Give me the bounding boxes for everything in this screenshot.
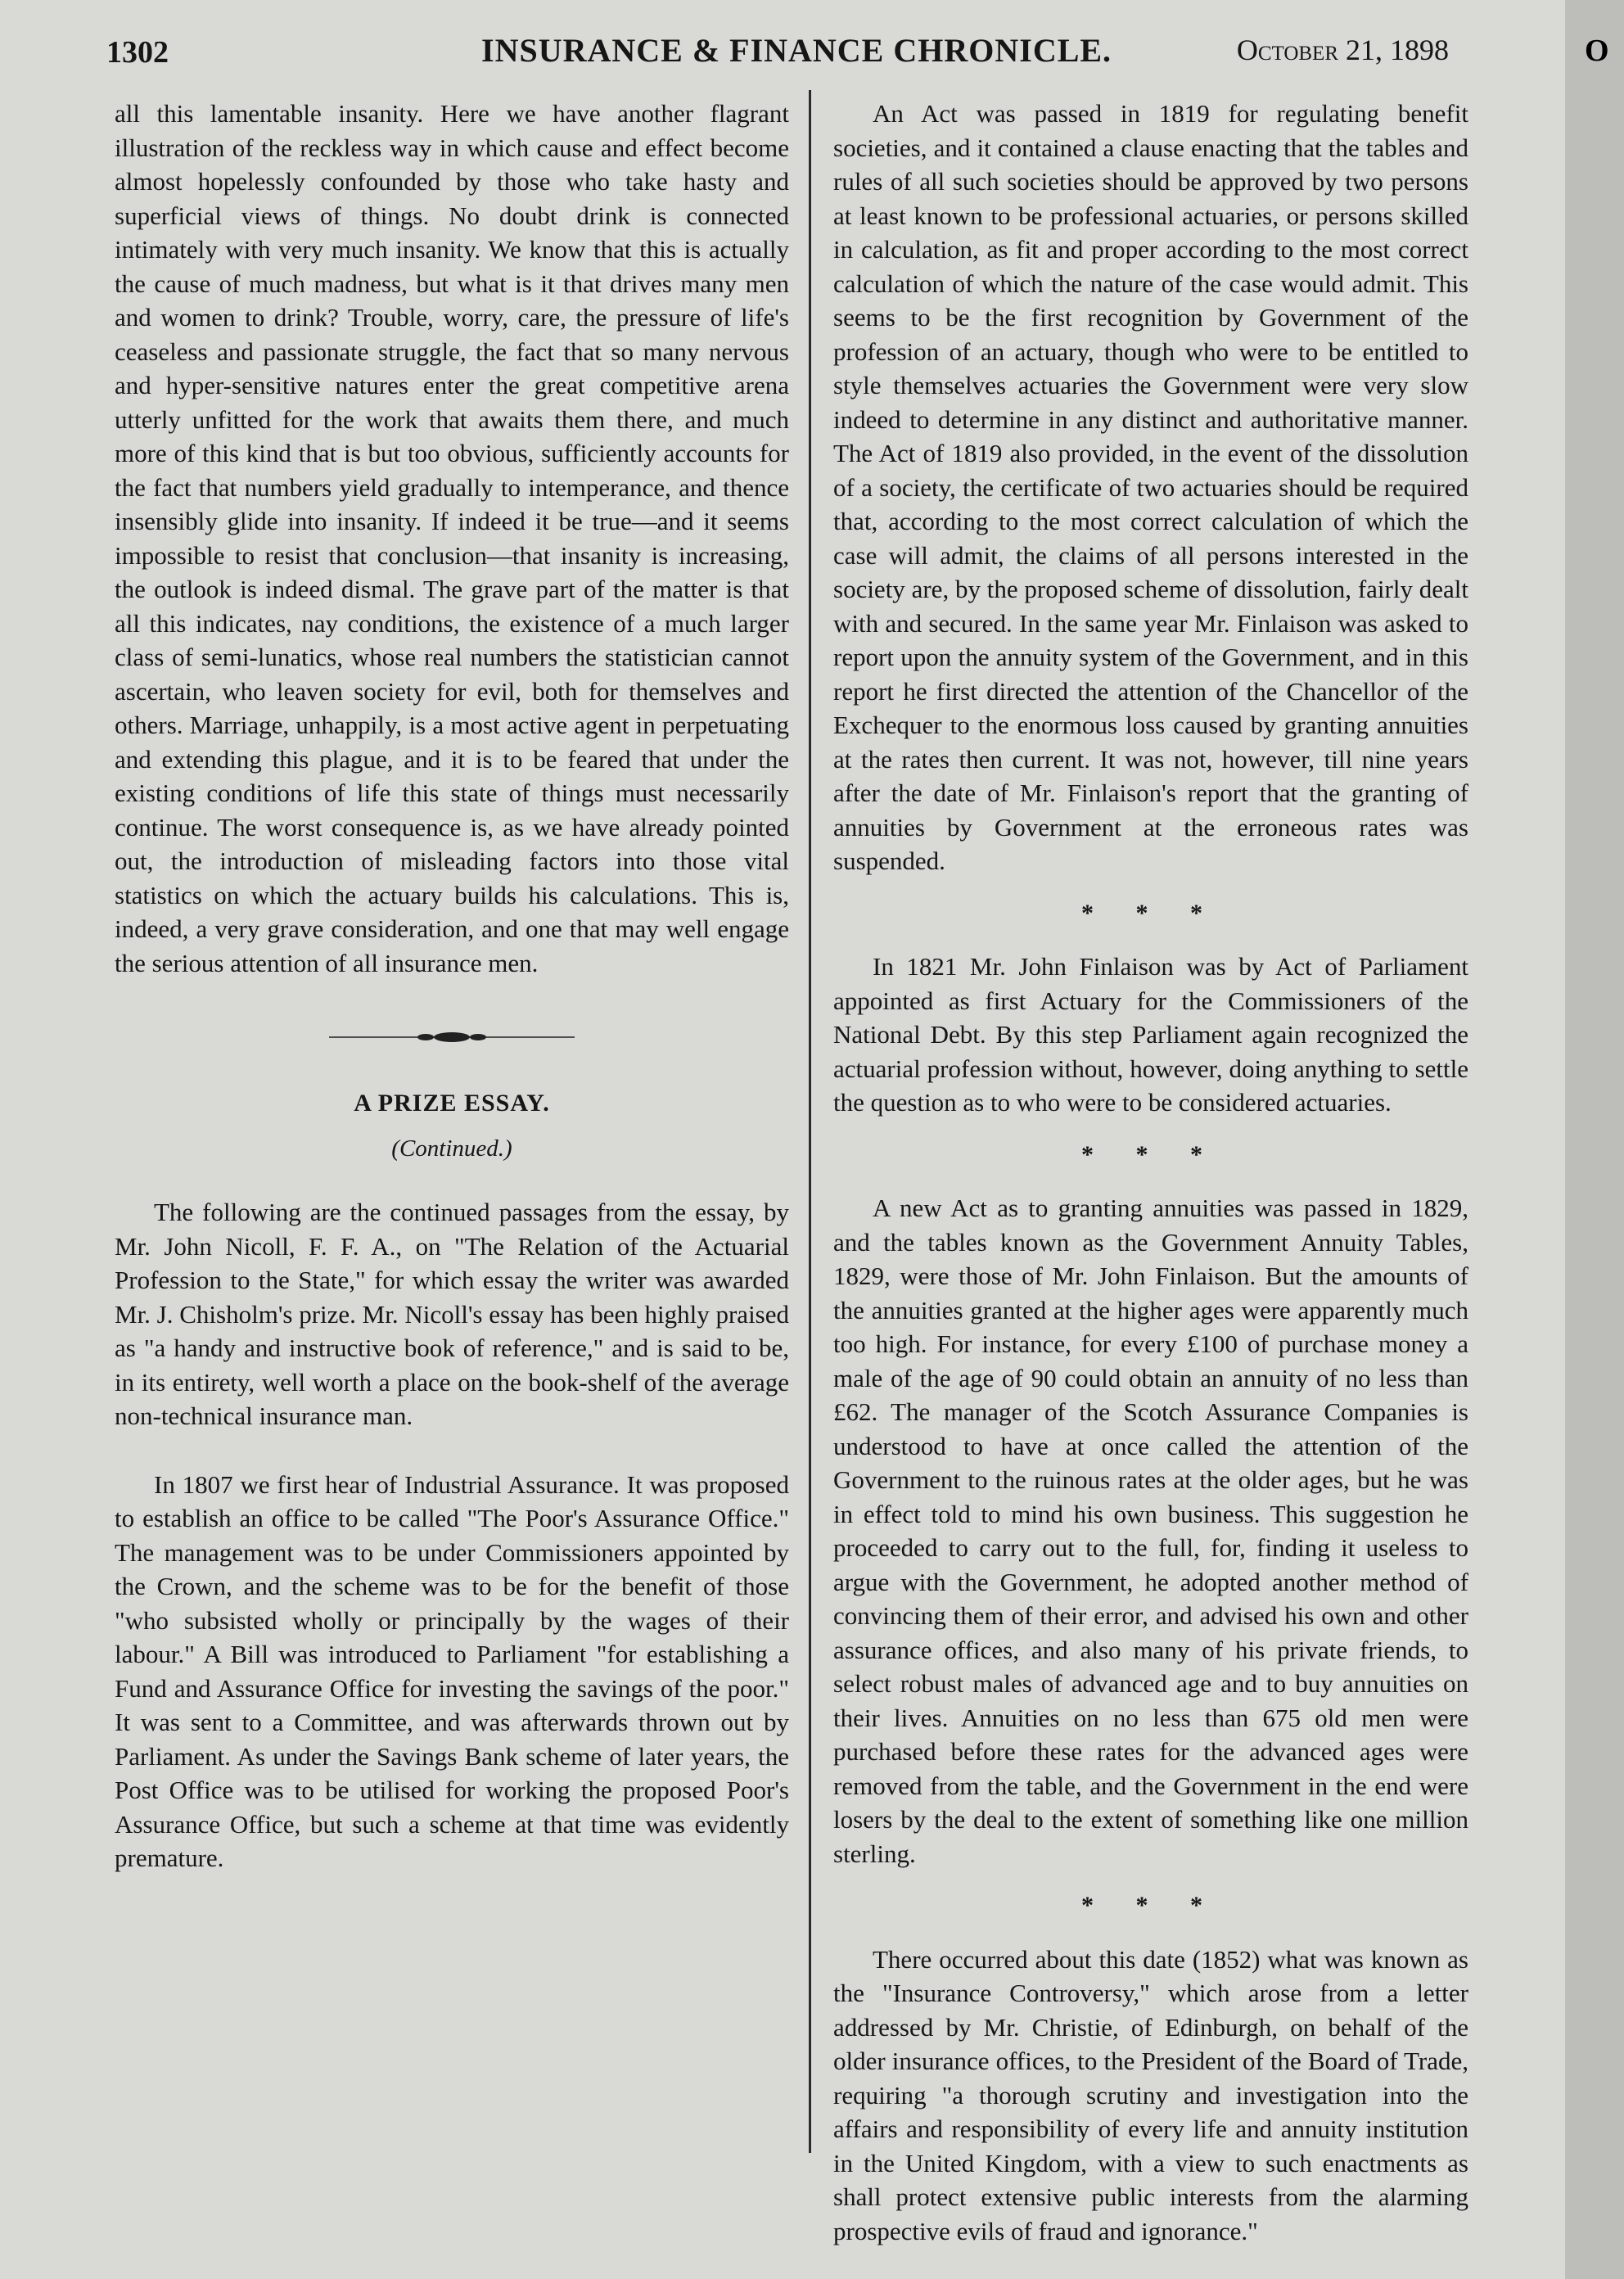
paragraph-insurance-controversy: There occurred about this date (1852) what was known as the "Insurance Controversy," which arose from a letter addressed by Mr. Christie, of Edinburgh, on behalf of the older insurance offices, to the President of the Board of Trade, requiring "a thorough scrutiny and investigation into the affairs and responsibility of every life and annuity institution in the United Kingdom, with a view to such enactments as shall protect extensive public interests from the alarming prospective evils of fraud and ignorance." [833, 1944, 1468, 2245]
section-stars-1: * * * [1081, 899, 1220, 927]
left-column [115, 97, 789, 1875]
paragraph-industrial-assurance: In 1807 we first hear of Industrial Assurance. It was proposed to establish an office to be called "The Poor's Assurance Office." The management was to be under Commissioners appointed by the Crown, and the scheme was to be for the benefit of those "who subsisted wholly or principally by the wages of their labour." A Bill was introduced to Parliament "for establishing a Fund and Assurance Office for investing the savings of the poor." It was sent to a Committee, and was afterwards thrown out by Parliament. As under the Savings Bank scheme of later years, the Post Office was to be utilised for working the proposed Poor's Assurance Office, but such a scheme at that time was evidently premature. [115, 1469, 789, 1872]
divider-flourish-icon [329, 1029, 575, 1045]
page-number: 1302 [106, 35, 169, 70]
essay-heading: A PRIZE ESSAY. [354, 1090, 550, 1117]
page-header [106, 31, 1449, 80]
running-title: INSURANCE & FINANCE CHRONICLE. [481, 32, 1112, 69]
paragraph-annuities-1829: A new Act as to granting annuities was passed in 1829, and the tables known as the Government Annuity Tables, 1829, were those of Mr. John Finlaison. But the amounts of the annuities granted at the higher ages were apparently much too high. For instance, for every £100 of purchase money a male of the age of 90 could obtain an annuity of no less than £62. The manager of the Scotch Assurance Companies is understood to have at once called the attention of the Government to the ruinous rates at the older ages, but he was in effect told to mind his own business. This suggestion he proceeded to carry out to the full, for, finding it useless to argue with the Government, he adopted another method of convincing them of their error, and advised his own and other assurance offices, and also many of his private friends, to select robust males of advanced age and to buy annuities on their lives. Annuities on no less than 675 old men were purchased before these rates for the advanced ages were removed from the table, and the Government in the end were losers by the deal to the extent of something like one million sterling. [833, 1194, 1468, 1868]
section-divider-ornament [115, 1029, 789, 1045]
section-stars-3: * * * [1081, 1892, 1220, 1919]
adjacent-page-header-fragment: O [1585, 34, 1609, 68]
right-column [833, 97, 1468, 2248]
paragraph-insanity: all this lamentable insanity. Here we have another flagrant illustration of the reckless way in which cause and effect become almost hopelessly confounded by those who take hasty and superficial views of things. No doubt drink is connected intimately with very much insanity. We know that this is actually the cause of much madness, but what is it that drives many men and women to drink? Trouble, worry, care, the pressure of life's ceaseless and passionate struggle, the fact that so many nervous and hyper-sensitive natures enter the great competitive arena utterly unfitted for the work that awaits them there, and much more of this kind that is but too obvious, sufficiently accounts for the fact that numbers yield gradually to intemperance, and thence insensibly glide into insanity. If indeed it be true—and it seems impossible to resist that conclusion—that insanity is increasing, the outlook is indeed dismal. The grave part of the matter is that all this indicates, nay conditions, the existence of a much larger class of semi-lunatics, whose real numbers the statistician cannot ascertain, who leaven society for evil, both for themselves and others. Marriage, unhappily, is a most active agent in perpetuating and extending this plague, and it is to be feared that under the existing conditions of life this state of things must necessarily continue. The worst consequence is, as we have already pointed out, the introduction of misleading factors into those vital statistics on which the actuary builds his calculations. This is, indeed, a very grave consideration, and one that may well engage the serious attention of all insurance men. [115, 99, 789, 977]
adjacent-page-edge [1565, 0, 1624, 2279]
issue-date: October 21, 1898 [1236, 34, 1449, 66]
paragraph-essay-intro: The following are the continued passages from the essay, by Mr. John Nicoll, F. F. A., on "The Relation of the Actuarial Profession to the State," for which essay the writer was awarded Mr. J. Chisholm's prize. Mr. Nicoll's essay has been highly praised as "a handy and instructive book of reference," and is said to be, in its entirety, well worth a place on the book-shelf of the average non-technical insurance man. [115, 1198, 789, 1430]
paragraph-act-1819: An Act was passed in 1819 for regulating benefit societies, and it contained a clause enacting that the tables and rules of all such societies should be approved by two persons at least known to be professional actuaries, or persons skilled in calculation, as fit and proper according to the most correct calculation of which the nature of the case would admit. This seems to be the first recognition by Government of the profession of an actuary, though who were to be entitled to style themselves actuaries the Government were very slow indeed to determine in any distinct and authoritative manner. The Act of 1819 also provided, in the event of the dissolution of a society, the certificate of two actuaries should be required that, according to the most correct calculation of which the case will admit, the claims of all persons interested in the society are, by the proposed scheme of dissolution, fairly dealt with and secured. In the same year Mr. Finlaison was asked to report upon the annuity system of the Government, and in this report he first directed the attention of the Chancellor of the Exchequer to the enormous loss caused by granting annuities at the rates then current. It was not, however, till nine years after the date of Mr. Finlaison's report that the granting of annuities by Government at the erroneous rates was suspended. [833, 99, 1468, 875]
essay-subheading: (Continued.) [391, 1135, 512, 1162]
paragraph-finlaison-1821: In 1821 Mr. John Finlaison was by Act of Parliament appointed as first Actuary for the Commissioners of the National Debt. By this step Parliament again recognized the actuarial profession without, however, doing anything to settle the question as to who were to be considered actuaries. [833, 952, 1468, 1117]
column-rule [809, 90, 811, 2153]
section-stars-2: * * * [1081, 1140, 1220, 1168]
